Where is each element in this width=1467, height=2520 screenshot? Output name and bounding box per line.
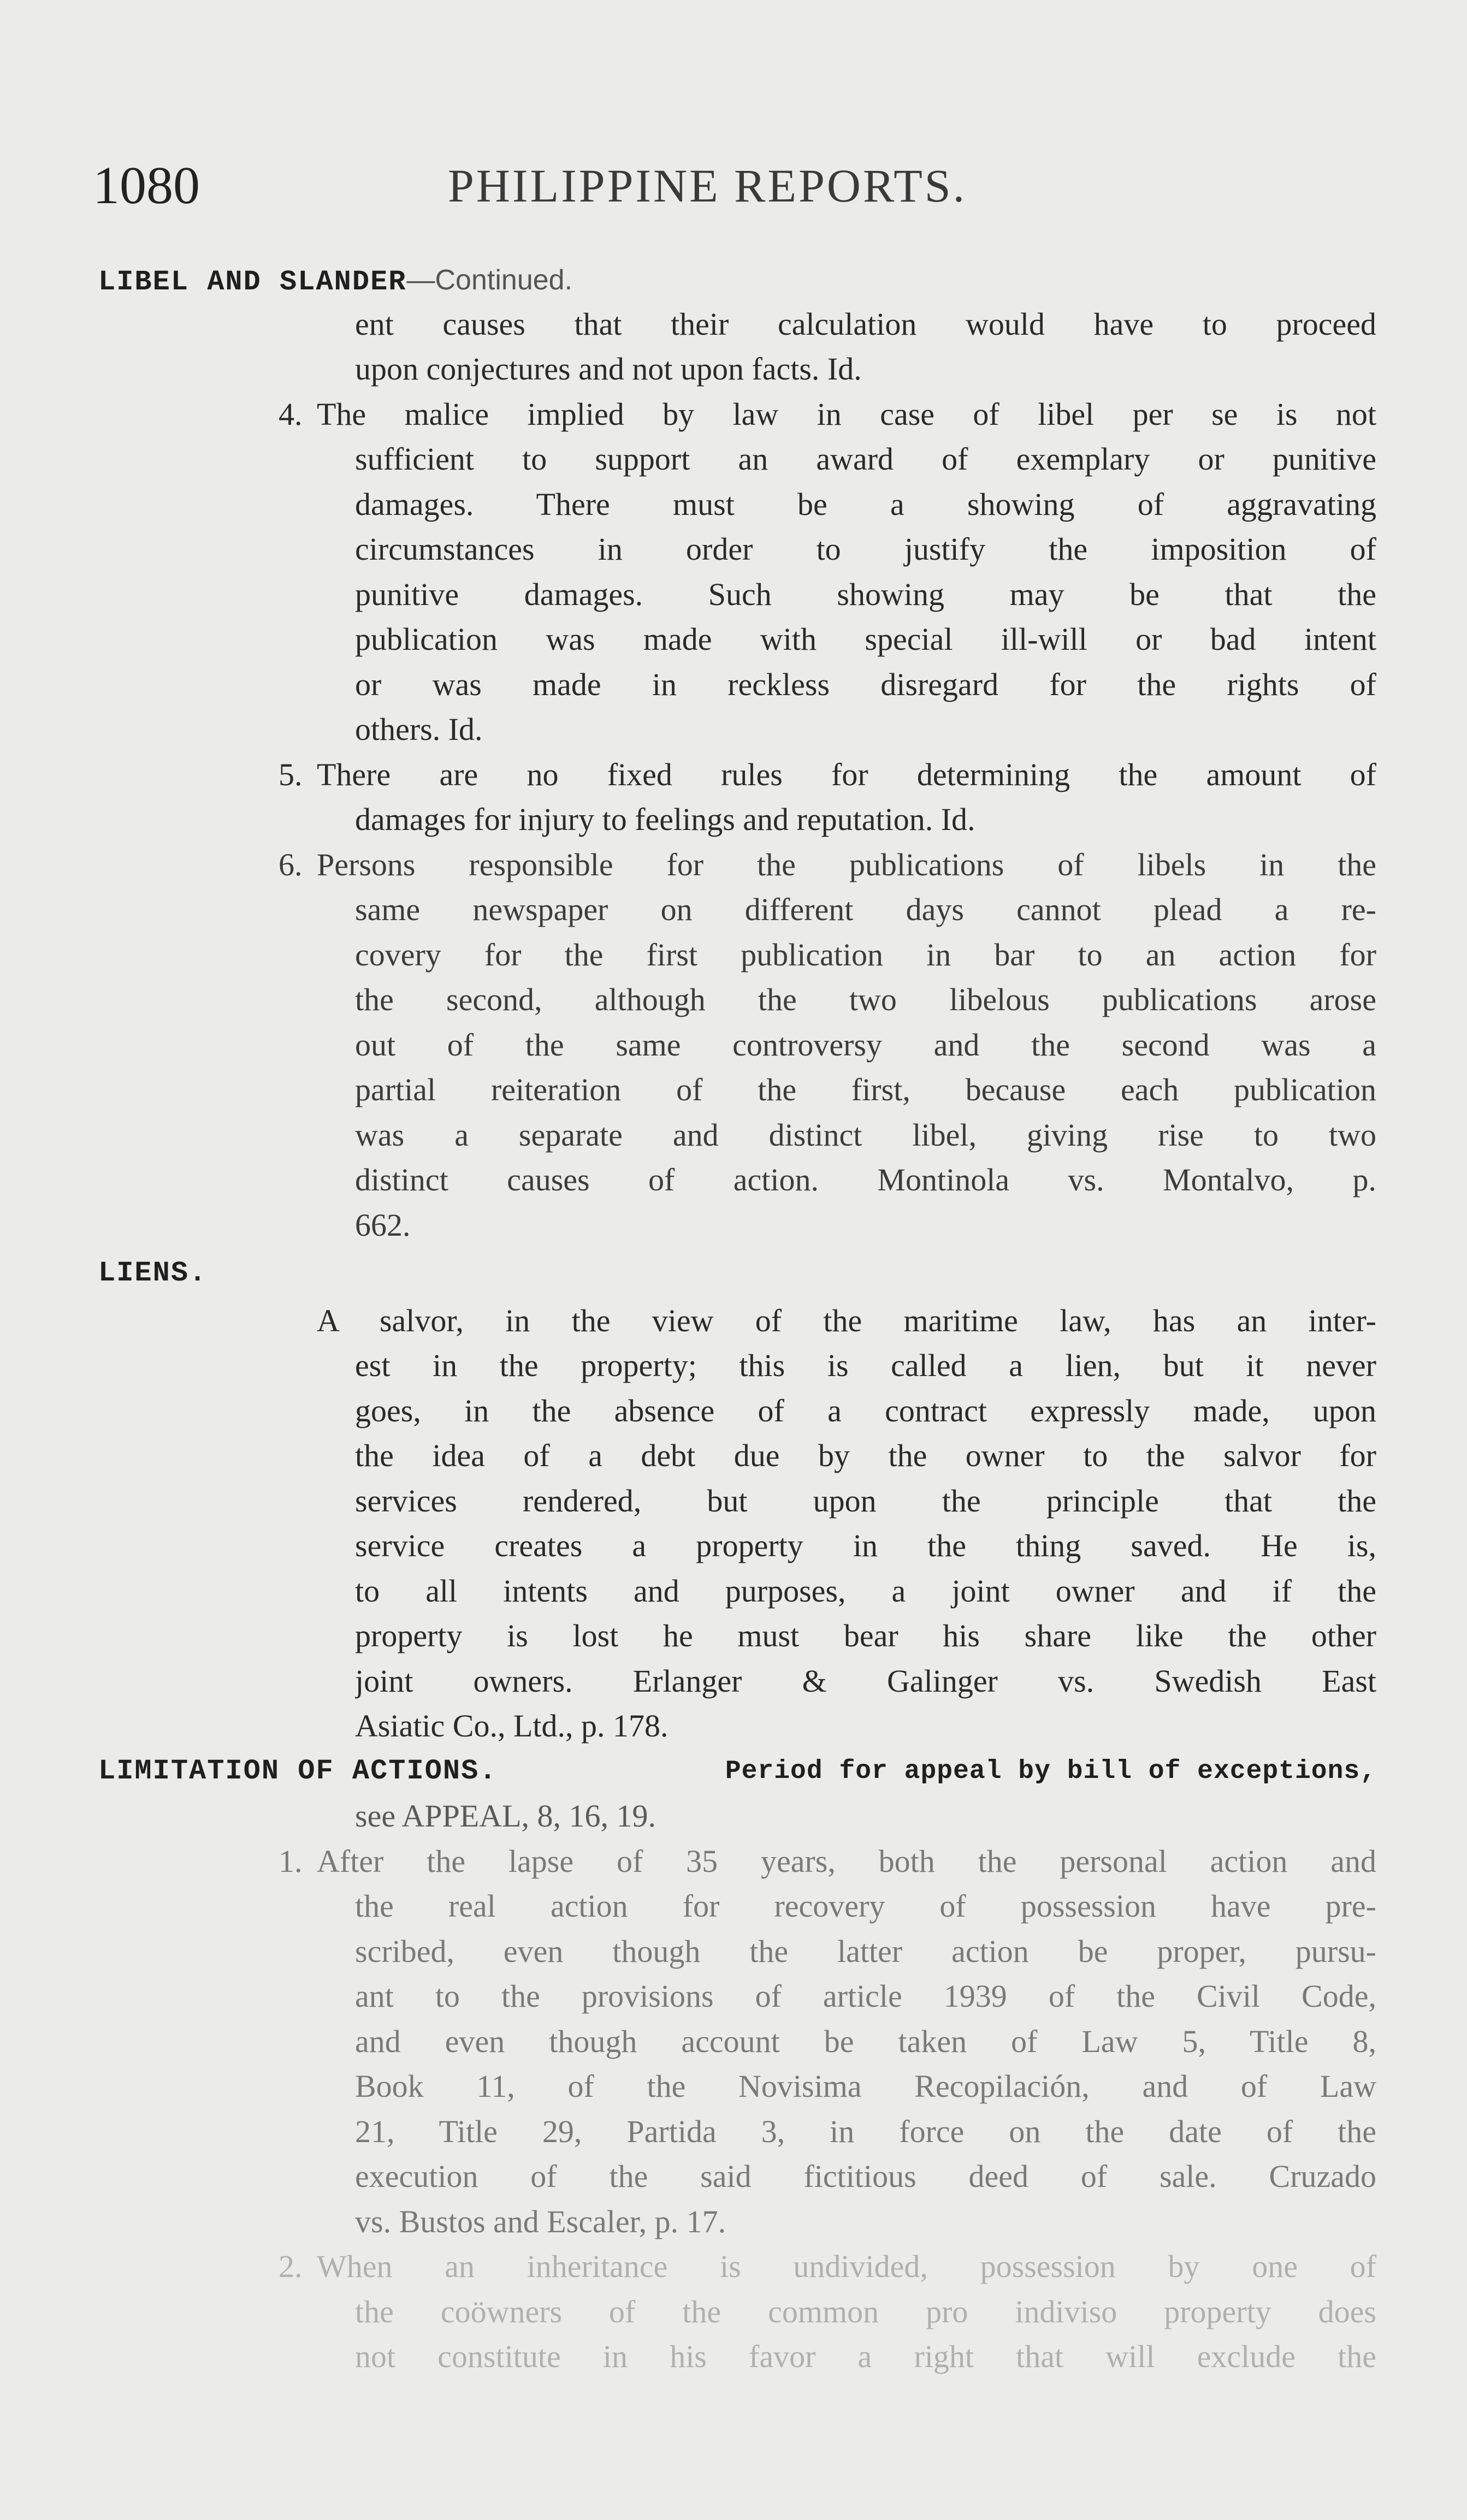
liens-line: joint owners. Erlanger & Galinger vs. Swedish East xyxy=(355,1663,1376,1699)
libel-item-4-line: sufficient to support an award of exemplary or punitive xyxy=(355,441,1376,477)
libel-item-6-line: out of the same controversy and the second was a xyxy=(355,1027,1376,1063)
limitation-item-1-line: 21, Title 29, Partida 3, in force on the date of the xyxy=(355,2113,1376,2149)
libel-item-6-line: distinct causes of action. Montinola vs. Montalvo, p. xyxy=(355,1162,1376,1197)
running-title: PHILIPPINE REPORTS. xyxy=(448,159,967,212)
libel-intro xyxy=(355,302,1376,392)
libel-item-4-line: or was made in reckless disregard for the rights of xyxy=(355,666,1376,702)
spacer xyxy=(98,1293,1376,1298)
limitation-item-1-line: Book 11, of the Novisima Recopilación, and of Law xyxy=(355,2068,1376,2104)
libel-item-5-line: There are no fixed rules for determining the amount of xyxy=(317,756,1376,792)
item-number: 5. xyxy=(279,756,303,792)
libel-item-6 xyxy=(279,843,1376,1248)
libel-item-4-line: The malice implied by law in case of libel per se is not xyxy=(317,396,1376,432)
libel-item-4-line: punitive damages. Such showing may be that the xyxy=(355,576,1376,612)
liens-paragraph xyxy=(317,1298,1376,1749)
libel-heading: LIBEL AND SLANDER xyxy=(98,266,407,298)
libel-item-5 xyxy=(279,752,1376,843)
liens-line: A salvor, in the view of the maritime law, has an inter- xyxy=(317,1302,1376,1338)
libel-item-4-line: circumstances in order to justify the imposition of xyxy=(355,531,1376,567)
page-number: 1080 xyxy=(93,156,200,215)
libel-item-6-line: covery for the first publication in bar to an action for xyxy=(355,936,1376,973)
libel-item-6-line: partial reiteration of the first, because each publication xyxy=(355,1072,1376,1107)
liens-line: est in the property; this is called a lien, but it never xyxy=(355,1348,1376,1383)
libel-item-6-line: Persons responsible for the publications of libels in the xyxy=(317,846,1376,882)
liens-line: Asiatic Co., Ltd., p. 178. xyxy=(355,1708,669,1744)
item-number: 1. xyxy=(279,1843,303,1879)
libel-item-4-line: damages. There must be a showing of aggravating xyxy=(355,486,1376,522)
libel-intro-line: ent causes that their calculation would have to proceed xyxy=(355,306,1376,342)
libel-item-4 xyxy=(279,392,1376,752)
libel-item-5-line: damages for injury to feelings and reputation. Id. xyxy=(355,802,975,837)
limitation-item-2-line: the coöwners of the common pro indiviso property does xyxy=(355,2293,1376,2329)
limitation-item-1-line: scribed, even though the latter action be proper, pursu- xyxy=(355,1933,1376,1969)
liens-line: goes, in the absence of a contract expressly made, upon xyxy=(355,1392,1376,1428)
libel-item-6-line: was a separate and distinct libel, giving rise to two xyxy=(355,1117,1376,1153)
libel-item-6-line: same newspaper on different days cannot plead a re- xyxy=(355,892,1376,927)
liens-line: services rendered, but upon the principle that the xyxy=(355,1483,1376,1519)
limitation-item-1-line: After the lapse of 35 years, both the personal action and xyxy=(317,1843,1376,1879)
liens-line: property is lost he must bear his share like the other xyxy=(355,1618,1376,1653)
limitation-item-2-line: not constitute in his favor a right that will exclude the xyxy=(355,2339,1376,2374)
libel-item-4-line: publication was made with special ill-will or bad intent xyxy=(355,621,1376,657)
limitation-heading: LIMITATION OF ACTIONS. xyxy=(98,1754,498,1787)
limitation-item-2 xyxy=(279,2244,1376,2380)
item-number: 6. xyxy=(279,846,303,882)
item-number: 2. xyxy=(279,2249,303,2284)
limitation-see xyxy=(355,1794,1376,1839)
libel-intro-line: upon conjectures and not upon facts. Id. xyxy=(355,351,862,387)
limitation-item-1-line: execution of the said fictitious deed of sale. Cruzado xyxy=(355,2159,1376,2194)
limitation-item-1-line: vs. Bustos and Escaler, p. 17. xyxy=(355,2203,726,2239)
liens-line: the idea of a debt due by the owner to the salvor for xyxy=(355,1438,1376,1473)
page-header xyxy=(93,147,1376,224)
liens-line: service creates a property in the thing saved. He is, xyxy=(355,1528,1376,1563)
liens-heading-line xyxy=(98,1248,1376,1293)
limitation-item-2-line: When an inheritance is undivided, possession by one of xyxy=(317,2249,1376,2284)
limitation-item-1-line: ant to the provisions of article 1939 of the Civil Code, xyxy=(355,1978,1376,2014)
libel-continued: —Continued. xyxy=(406,264,573,296)
libel-item-6-line: 662. xyxy=(355,1207,411,1243)
limitation-heading-line xyxy=(98,1749,1376,1794)
limitation-item-1 xyxy=(279,1839,1376,2245)
limitation-item-1-line: and even though account be taken of Law 5, Title 8, xyxy=(355,2023,1376,2059)
limitation-item-1-line: the real action for recovery of possession have pre- xyxy=(355,1888,1376,1924)
item-number: 4. xyxy=(279,396,303,432)
libel-item-6-line: the second, although the two libelous publications arose xyxy=(355,982,1376,1017)
libel-heading-line xyxy=(98,257,1376,302)
liens-line: to all intents and purposes, a joint owner and if the xyxy=(355,1573,1376,1609)
limitation-see-line: see APPEAL, 8, 16, 19. xyxy=(355,1798,656,1834)
limitation-heading-rest: Period for appeal by bill of exceptions, xyxy=(725,1756,1376,1786)
liens-heading: LIENS. xyxy=(98,1257,208,1289)
libel-item-4-line: others. Id. xyxy=(355,711,483,747)
index-content xyxy=(98,257,1376,2380)
